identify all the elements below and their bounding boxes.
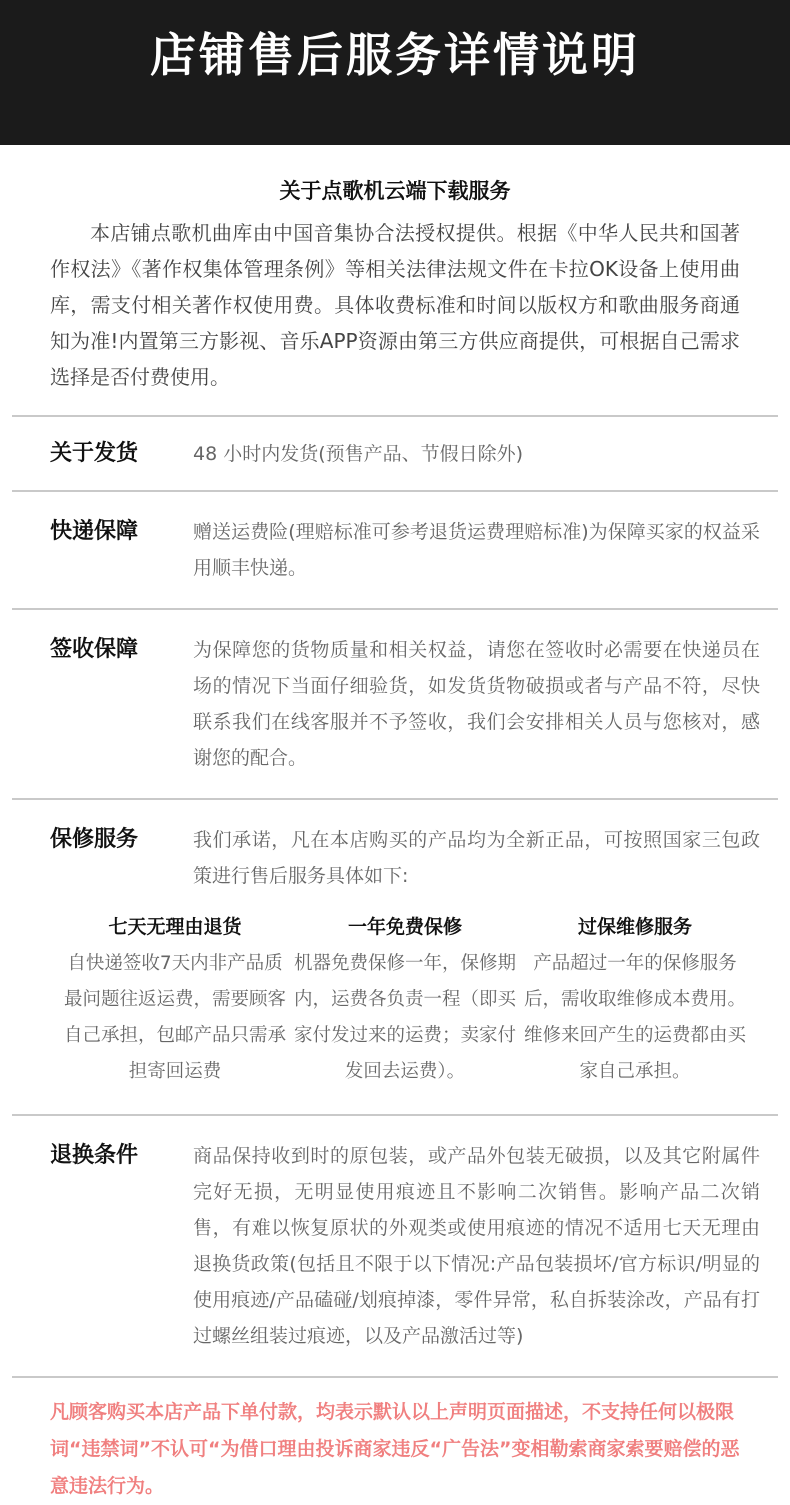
express-label: 快递保障 xyxy=(50,519,139,544)
express-text: 赠送运费险(理赔标准可参考退货运费理赔标准)为保障买家的权益采用顺丰快递。 xyxy=(193,521,760,579)
returns-text: 商品保持收到时的原包装，或产品外包装无破损，以及其它附属件完好无损，无明显使用痕迹且不影响二次销售。影响产品二次销售，有难以恢复原状的外观类或使用痕迹的情况不适用七天无理由退换货政策(包括且不限于以下情况:产品包装损坏/官方标识/明显的使用痕迹/产品磕碰/划痕掉漆，零件异常，私自拆装涂改，产品有打过螺丝组装过痕迹，以及产品激活过等) xyxy=(193,1145,760,1347)
warranty-text: 我们承诺，凡在本店购买的产品均为全新正品，可按照国家三包政策进行售后服务具体如下: xyxy=(193,829,760,887)
receipt-section xyxy=(0,610,790,798)
shipping-section xyxy=(0,417,790,490)
receipt-text: 为保障您的货物质量和相关权益，请您在签收时必需要在快递员在场的情况下当面仔细验货，如发货货物破损或者与产品不符，尽快联系我们在线客服并不予签收，我们会安排相关人员与您核对，感谢您的配合。 xyxy=(193,639,760,769)
intro-section xyxy=(0,145,790,415)
receipt-label: 签收保障 xyxy=(50,637,139,662)
column-title: 一年免费保修 xyxy=(347,916,462,938)
intro-text: 本店铺点歌机曲库由中国音集协合法授权提供。根据《中华人民共和国著作权法》《著作权集体管理条例》等相关法律法规文件在卡拉OK设备上使用曲库，需支付相关著作权使用费。具体收费标准和时间以版权方和歌曲服务商通知为准!内置第三方影视、音乐APP资源由第三方供应商提供，可根据自己需求选择是否付费使用。 xyxy=(50,221,740,389)
returns-section xyxy=(0,1116,790,1376)
column-text: 产品超过一年的保修服务后，需收取维修成本费用。维修来回产生的运费都由买家自己承担。 xyxy=(524,953,747,1082)
column-title: 七天无理由退货 xyxy=(108,916,242,938)
warranty-column-paid-repair xyxy=(520,912,750,1090)
warranty-section xyxy=(0,800,790,904)
legal-notice: 凡顾客购买本店产品下单付款，均表示默认以上声明页面描述，不支持任何以极限词“违禁词”不认可“为借口理由投诉商家违反“广告法”变相勒索商家索要赔偿的恶意违法行为。 xyxy=(50,1401,740,1497)
shipping-text: 48 小时内发货(预售产品、节假日除外) xyxy=(193,443,524,465)
intro-title: 关于点歌机云端下载服务 xyxy=(279,179,511,203)
warranty-column-free-repair xyxy=(290,912,520,1090)
page-header xyxy=(0,0,790,145)
shipping-label: 关于发货 xyxy=(50,441,139,466)
warranty-columns xyxy=(0,904,790,1114)
page-title: 店铺售后服务详情说明 xyxy=(150,27,640,82)
warranty-label: 保修服务 xyxy=(50,827,139,852)
column-text: 自快递签收7天内非产品质最问题往返运费，需要顾客自己承担，包邮产品只需承担寄回运费 xyxy=(64,953,287,1082)
column-text: 机器免费保修一年，保修期内，运费各负责一程（即买家付发过来的运费；卖家付发回去运费）。 xyxy=(294,953,517,1082)
express-section xyxy=(0,492,790,608)
warranty-column-returns xyxy=(60,912,290,1090)
returns-label: 退换条件 xyxy=(50,1143,139,1168)
column-title: 过保维修服务 xyxy=(577,916,692,938)
